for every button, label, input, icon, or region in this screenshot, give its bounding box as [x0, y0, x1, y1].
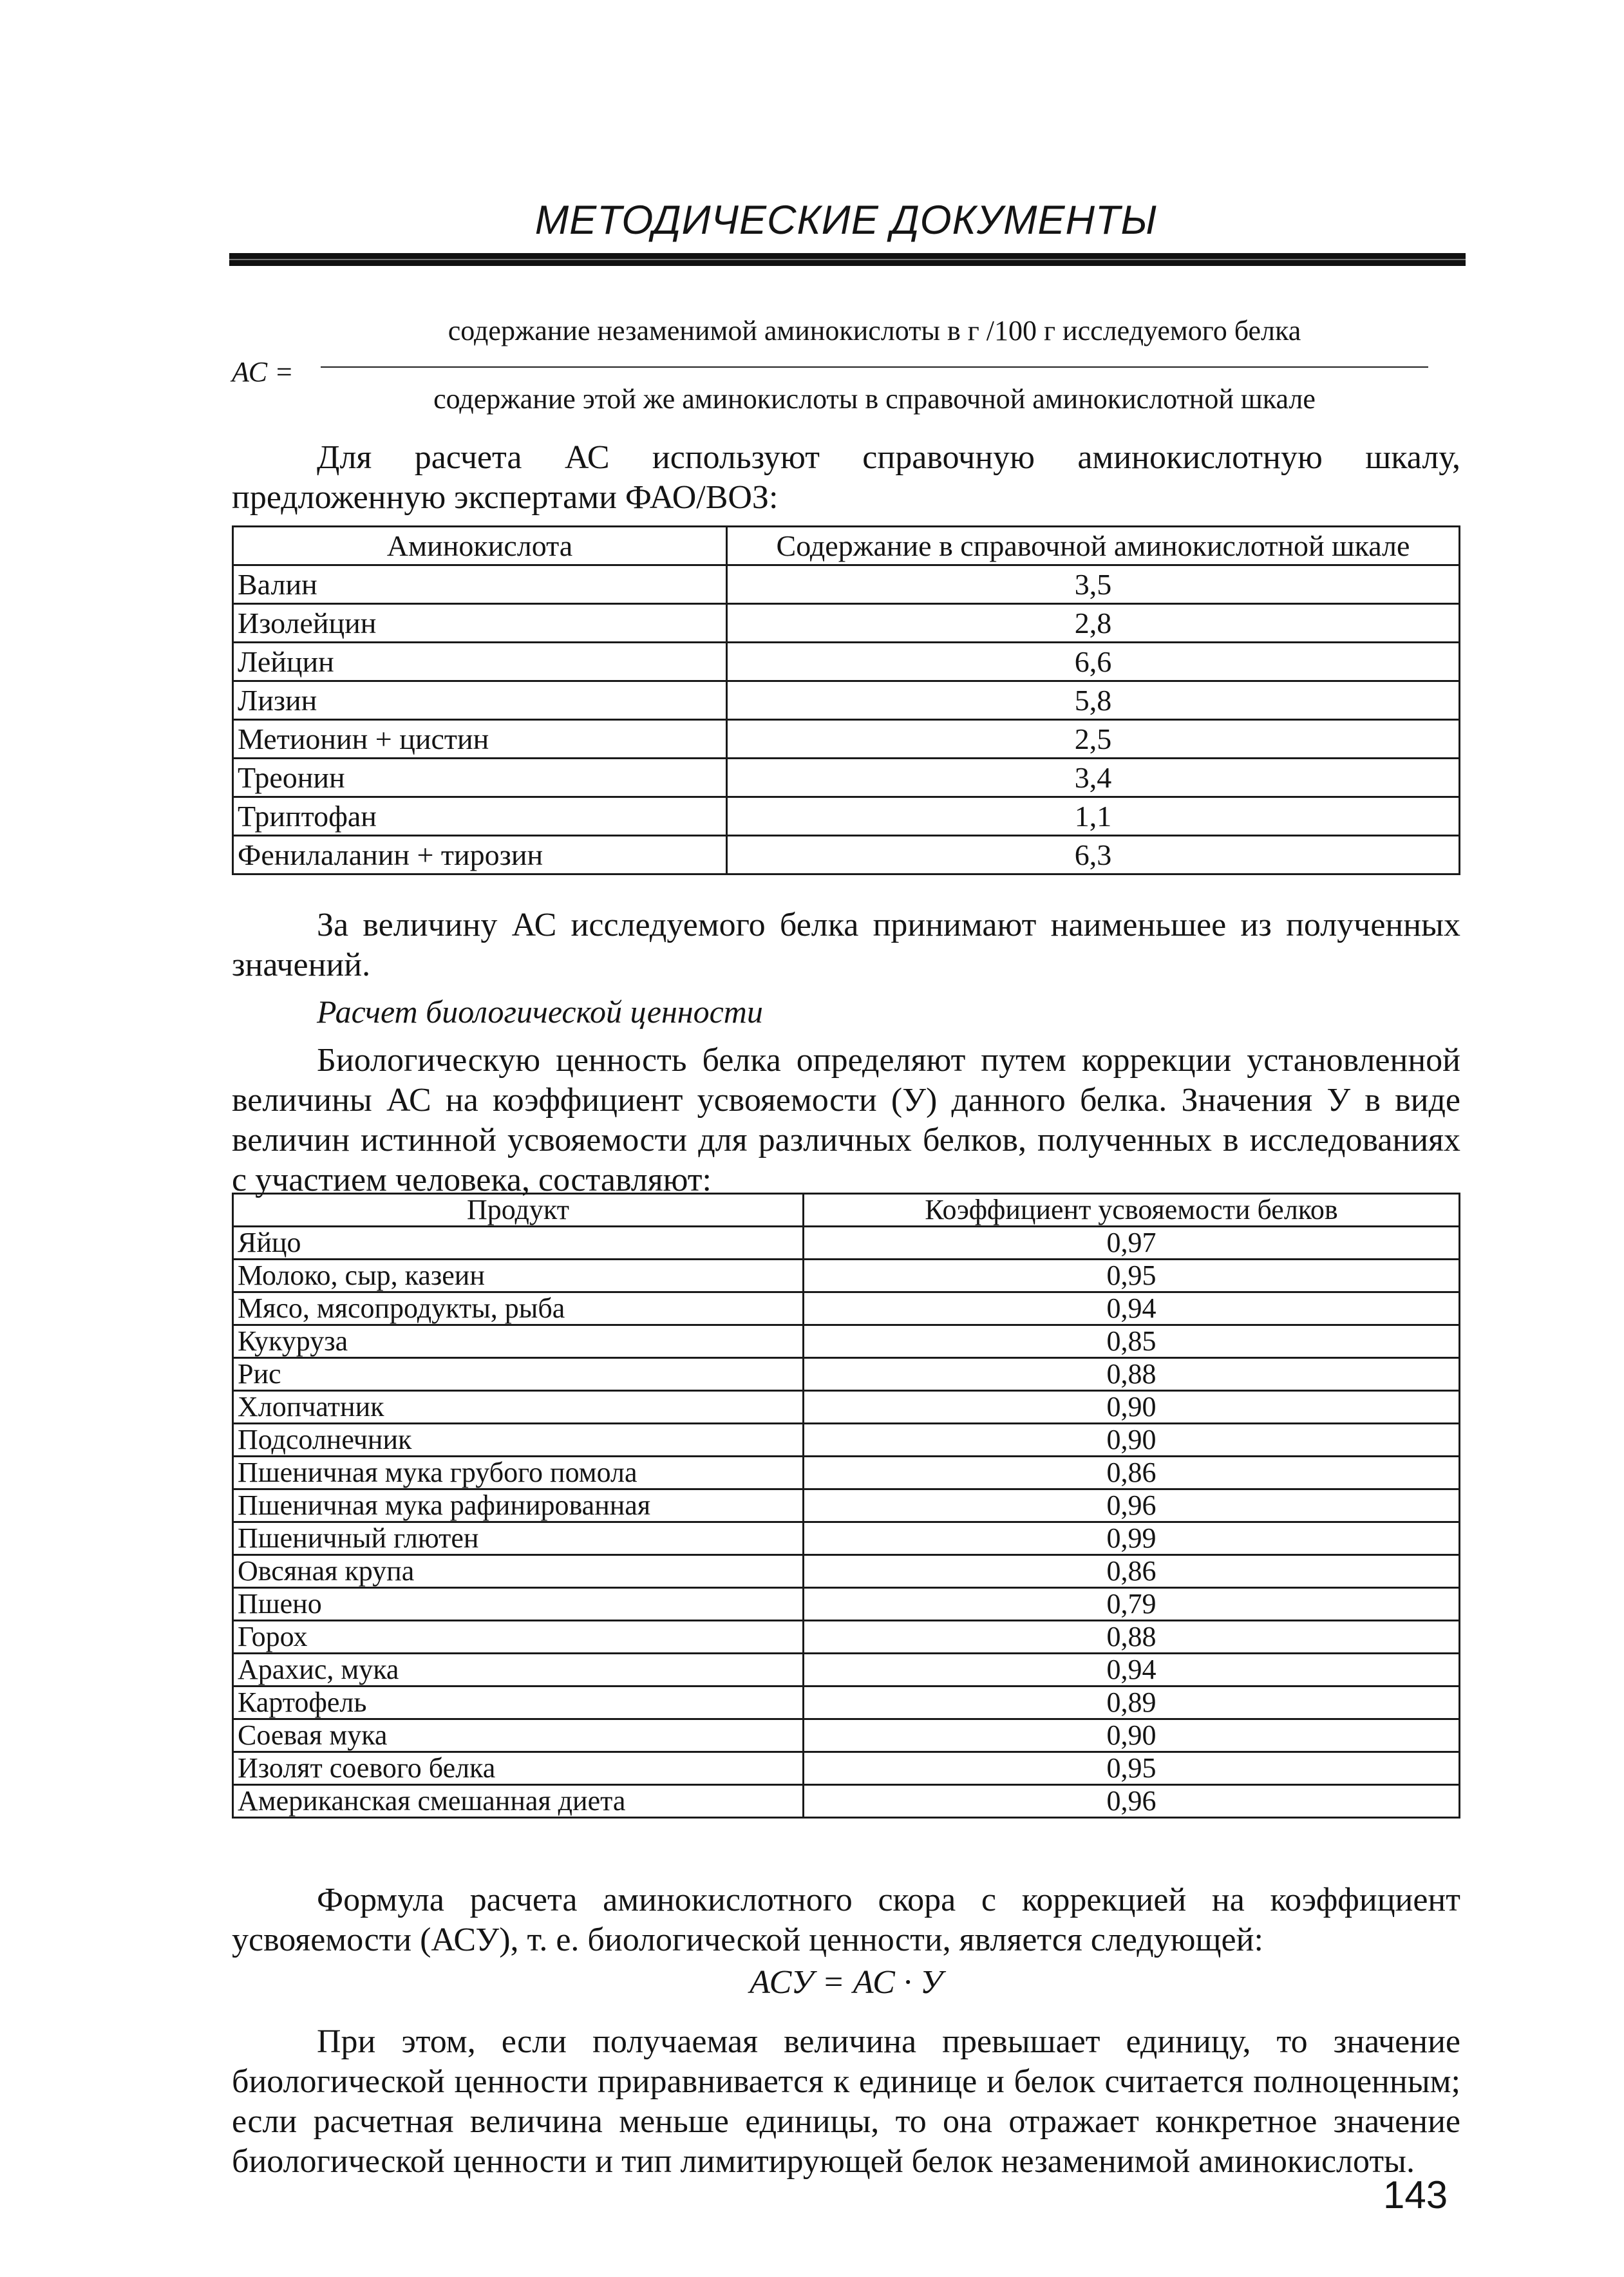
amino-acid-value: 5,8: [727, 681, 1460, 720]
product-name: Пшеничный глютен: [233, 1522, 804, 1555]
table-row: [233, 1522, 1460, 1555]
table-row: [233, 565, 1460, 604]
digestibility-value: 0,79: [804, 1588, 1460, 1621]
amino-acid-value: 2,5: [727, 720, 1460, 759]
digestibility-value: 0,88: [804, 1358, 1460, 1391]
table-row: [233, 604, 1460, 643]
table-row: [233, 1752, 1460, 1785]
table-row: [233, 1227, 1460, 1260]
product-name: Пшеничная мука грубого помола: [233, 1457, 804, 1489]
amino-acid-name: Метионин + цистин: [233, 720, 727, 759]
paragraph-bio-value: Биологическую ценность белка определяют путем коррекции установленной величины АС на коэффициент усвояемости (У) данного белка. Значения У в виде величин истинной усвояемости для различных белков, полученных в исследованиях с участием человека, составляют:: [232, 1042, 1460, 1198]
amino-acid-name: Фенилаланин + тирозин: [233, 836, 727, 874]
paragraph-conclusion: При этом, если получаемая величина превышает единицу, то значение биологической ценности приравнивается к единице и белок считается полноценным; если расчетная величина меньше единицы, то она отражает конкретное значение биологической ценности и тип лимитирующей белок незаменимой аминокислоты.: [232, 2023, 1460, 2180]
digestibility-value: 0,96: [804, 1489, 1460, 1522]
formula-ac: [232, 308, 1460, 437]
table-row: [233, 643, 1460, 681]
subheading: Расчет биологической ценности: [317, 994, 763, 1030]
product-name: Хлопчатник: [233, 1391, 804, 1424]
digestibility-value: 0,90: [804, 1391, 1460, 1424]
table-row: [233, 1489, 1460, 1522]
column-header: Содержание в справочной аминокислотной шкале: [727, 527, 1460, 565]
product-name: Мясо, мясопродукты, рыба: [233, 1292, 804, 1325]
digestibility-value: 0,95: [804, 1260, 1460, 1292]
digestibility-value: 0,89: [804, 1686, 1460, 1719]
digestibility-value: 0,99: [804, 1522, 1460, 1555]
product-name: Пшеничная мука рафинированная: [233, 1489, 804, 1522]
amino-acid-table: [232, 525, 1460, 875]
digestibility-value: 0,88: [804, 1621, 1460, 1654]
formula-asu: АСУ = АС · У: [750, 1964, 943, 2001]
formula-denominator: содержание этой же аминокислоты в справочной аминокислотной шкале: [433, 383, 1316, 415]
table-row: [233, 836, 1460, 874]
digestibility-table: [232, 1193, 1460, 1819]
paragraph-min-value: За величину АС исследуемого белка принимают наименьшее из полученных значений.: [232, 907, 1460, 983]
amino-acid-name: Лизин: [233, 681, 727, 720]
table-row: [233, 1654, 1460, 1686]
digestibility-value: 0,96: [804, 1785, 1460, 1818]
table-row: [233, 1325, 1460, 1358]
amino-acid-name: Треонин: [233, 759, 727, 797]
fraction-bar: [321, 366, 1428, 368]
product-name: Горох: [233, 1621, 804, 1654]
paragraph-formula-intro: Формула расчета аминокислотного скора с коррекцией на коэффициент усвояемости (АСУ), т. е. биологической ценности, является следующей:: [232, 1882, 1460, 1958]
table-row: [233, 1555, 1460, 1588]
table-row: [233, 759, 1460, 797]
header-rule: [229, 253, 1466, 266]
amino-acid-value: 6,6: [727, 643, 1460, 681]
table-row: [233, 1292, 1460, 1325]
product-name: Соевая мука: [233, 1719, 804, 1752]
column-header: Аминокислота: [233, 527, 727, 565]
table-row: [233, 1719, 1460, 1752]
formula-numerator: содержание незаменимой аминокислоты в г /100 г исследуемого белка: [448, 315, 1301, 346]
amino-acid-value: 6,3: [727, 836, 1460, 874]
formula-lhs: АС =: [232, 356, 294, 388]
table-row: [233, 681, 1460, 720]
product-name: Рис: [233, 1358, 804, 1391]
amino-acid-value: 2,8: [727, 604, 1460, 643]
column-header: Продукт: [233, 1194, 804, 1227]
product-name: Молоко, сыр, казеин: [233, 1260, 804, 1292]
product-name: Кукуруза: [233, 1325, 804, 1358]
product-name: Картофель: [233, 1686, 804, 1719]
running-header: МЕТОДИЧЕСКИЕ ДОКУМЕНТЫ: [534, 198, 1158, 243]
table-row: [233, 1588, 1460, 1621]
table-row: [233, 1785, 1460, 1818]
table-row: [233, 1358, 1460, 1391]
digestibility-value: 0,90: [804, 1719, 1460, 1752]
product-name: Американская смешанная диета: [233, 1785, 804, 1818]
amino-acid-value: 3,5: [727, 565, 1460, 604]
digestibility-value: 0,85: [804, 1325, 1460, 1358]
digestibility-value: 0,94: [804, 1654, 1460, 1686]
table-row: [233, 1391, 1460, 1424]
amino-acid-name: Лейцин: [233, 643, 727, 681]
column-header: Коэффициент усвояемости белков: [804, 1194, 1460, 1227]
product-name: Арахис, мука: [233, 1654, 804, 1686]
table-row: [233, 1424, 1460, 1457]
amino-acid-name: Триптофан: [233, 797, 727, 836]
amino-acid-value: 1,1: [727, 797, 1460, 836]
table-header-row: [233, 527, 1460, 565]
digestibility-value: 0,90: [804, 1424, 1460, 1457]
table-row: [233, 1686, 1460, 1719]
product-name: Изолят соевого белка: [233, 1752, 804, 1785]
digestibility-value: 0,95: [804, 1752, 1460, 1785]
table-header-row: [233, 1194, 1460, 1227]
table-row: [233, 1457, 1460, 1489]
digestibility-value: 0,86: [804, 1457, 1460, 1489]
product-name: Овсяная крупа: [233, 1555, 804, 1588]
page-number: 143: [1383, 2173, 1448, 2216]
digestibility-value: 0,86: [804, 1555, 1460, 1588]
amino-acid-name: Валин: [233, 565, 727, 604]
product-name: Подсолнечник: [233, 1424, 804, 1457]
digestibility-value: 0,94: [804, 1292, 1460, 1325]
amino-acid-name: Изолейцин: [233, 604, 727, 643]
product-name: Пшено: [233, 1588, 804, 1621]
digestibility-value: 0,97: [804, 1227, 1460, 1260]
table-row: [233, 1621, 1460, 1654]
paragraph-intro: Для расчета АС используют справочную аминокислотную шкалу, предложенную экспертами ФАО/ВОЗ:: [232, 439, 1460, 516]
amino-acid-value: 3,4: [727, 759, 1460, 797]
product-name: Яйцо: [233, 1227, 804, 1260]
table-row: [233, 720, 1460, 759]
table-row: [233, 1260, 1460, 1292]
table-row: [233, 797, 1460, 836]
